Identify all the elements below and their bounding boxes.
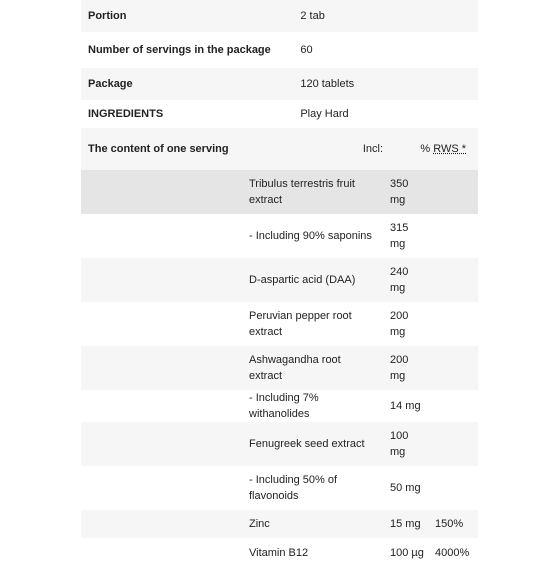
ingredient-name: Ashwagandha root extract	[242, 346, 382, 390]
summary-row-ingredients	[81, 100, 478, 128]
ingredient-rws: 150%	[431, 510, 478, 538]
ingredient-row	[81, 390, 478, 422]
serving-header-label: The content of one serving	[81, 128, 293, 170]
ingredient-rws	[431, 258, 478, 302]
ingredient-table	[81, 170, 478, 568]
ingredient-row	[81, 538, 478, 568]
empty-cell	[81, 346, 242, 390]
ingredient-rws	[431, 214, 478, 258]
row-value: Play Hard	[300, 108, 349, 120]
empty-cell	[81, 170, 242, 214]
rws-abbreviation: RWS *	[433, 143, 467, 155]
ingredient-row	[81, 422, 478, 466]
ingredient-rws	[431, 466, 478, 510]
ingredient-name: - Including 90% saponins	[249, 230, 372, 242]
empty-cell	[81, 302, 242, 346]
empty-cell	[81, 466, 242, 510]
ingredient-row	[81, 346, 478, 390]
ingredient-name: Vitamin B12	[249, 547, 309, 559]
row-label: Number of servings in the package	[88, 44, 271, 56]
ingredient-name: - Including 50% of flavonoids	[249, 474, 338, 502]
empty-cell	[293, 128, 355, 170]
ingredient-amount: 100 mg	[382, 422, 431, 466]
row-value: 120 tablets	[293, 68, 478, 100]
empty-cell	[81, 510, 242, 538]
empty-cell	[81, 214, 242, 258]
ingredient-amount: 15 mg	[382, 510, 431, 538]
ingredient-rws	[431, 390, 478, 422]
ingredient-name: D-aspartic acid (DAA)	[242, 258, 382, 302]
ingredient-name: Fenugreek seed extract	[242, 422, 382, 466]
ingredient-rws	[431, 302, 478, 346]
empty-cell	[81, 390, 242, 422]
composition-table	[81, 0, 478, 170]
incl-header: Incl:	[355, 128, 417, 170]
row-label: Portion	[81, 0, 293, 32]
ingredient-amount: 200 mg	[390, 310, 409, 338]
ingredient-amount: 200 mg	[382, 346, 431, 390]
ingredient-amount: 14 mg	[390, 400, 421, 412]
ingredient-rws: 4000%	[435, 547, 470, 559]
serving-header-row	[81, 128, 478, 170]
ingredient-row	[81, 510, 478, 538]
ingredient-name: Peruvian pepper root extract	[249, 310, 352, 338]
ingredient-row	[81, 302, 478, 346]
ingredient-rws	[431, 346, 478, 390]
row-value: 2 tab	[293, 0, 478, 32]
row-value: 60	[300, 44, 313, 56]
summary-row-package	[81, 68, 478, 100]
ingredient-amount: 100 µg	[390, 547, 424, 559]
ingredient-amount: 50 mg	[390, 482, 421, 494]
ingredient-rws	[431, 422, 478, 466]
summary-row-servings	[81, 32, 478, 68]
ingredient-row	[81, 258, 478, 302]
empty-cell	[81, 422, 242, 466]
ingredient-name: Tribulus terrestris fruit extract	[242, 170, 382, 214]
ingredient-amount: 240 mg	[382, 258, 431, 302]
ingredient-row	[81, 466, 478, 510]
empty-cell	[81, 538, 242, 568]
ingredient-row	[81, 170, 478, 214]
ingredient-rows	[81, 170, 478, 568]
row-label: INGREDIENTS	[88, 108, 164, 120]
rws-prefix: %	[420, 143, 434, 155]
row-label: Package	[81, 68, 293, 100]
ingredient-amount: 315 mg	[390, 222, 409, 250]
summary-row-portion	[81, 0, 478, 32]
ingredient-amount: 350 mg	[382, 170, 431, 214]
ingredient-name: - Including 7% withanolides	[249, 392, 319, 420]
ingredient-name: Zinc	[242, 510, 382, 538]
empty-cell	[81, 258, 242, 302]
ingredient-row	[81, 214, 478, 258]
nutrition-table	[81, 0, 478, 568]
ingredient-rws	[431, 170, 478, 214]
rws-header	[416, 128, 478, 170]
